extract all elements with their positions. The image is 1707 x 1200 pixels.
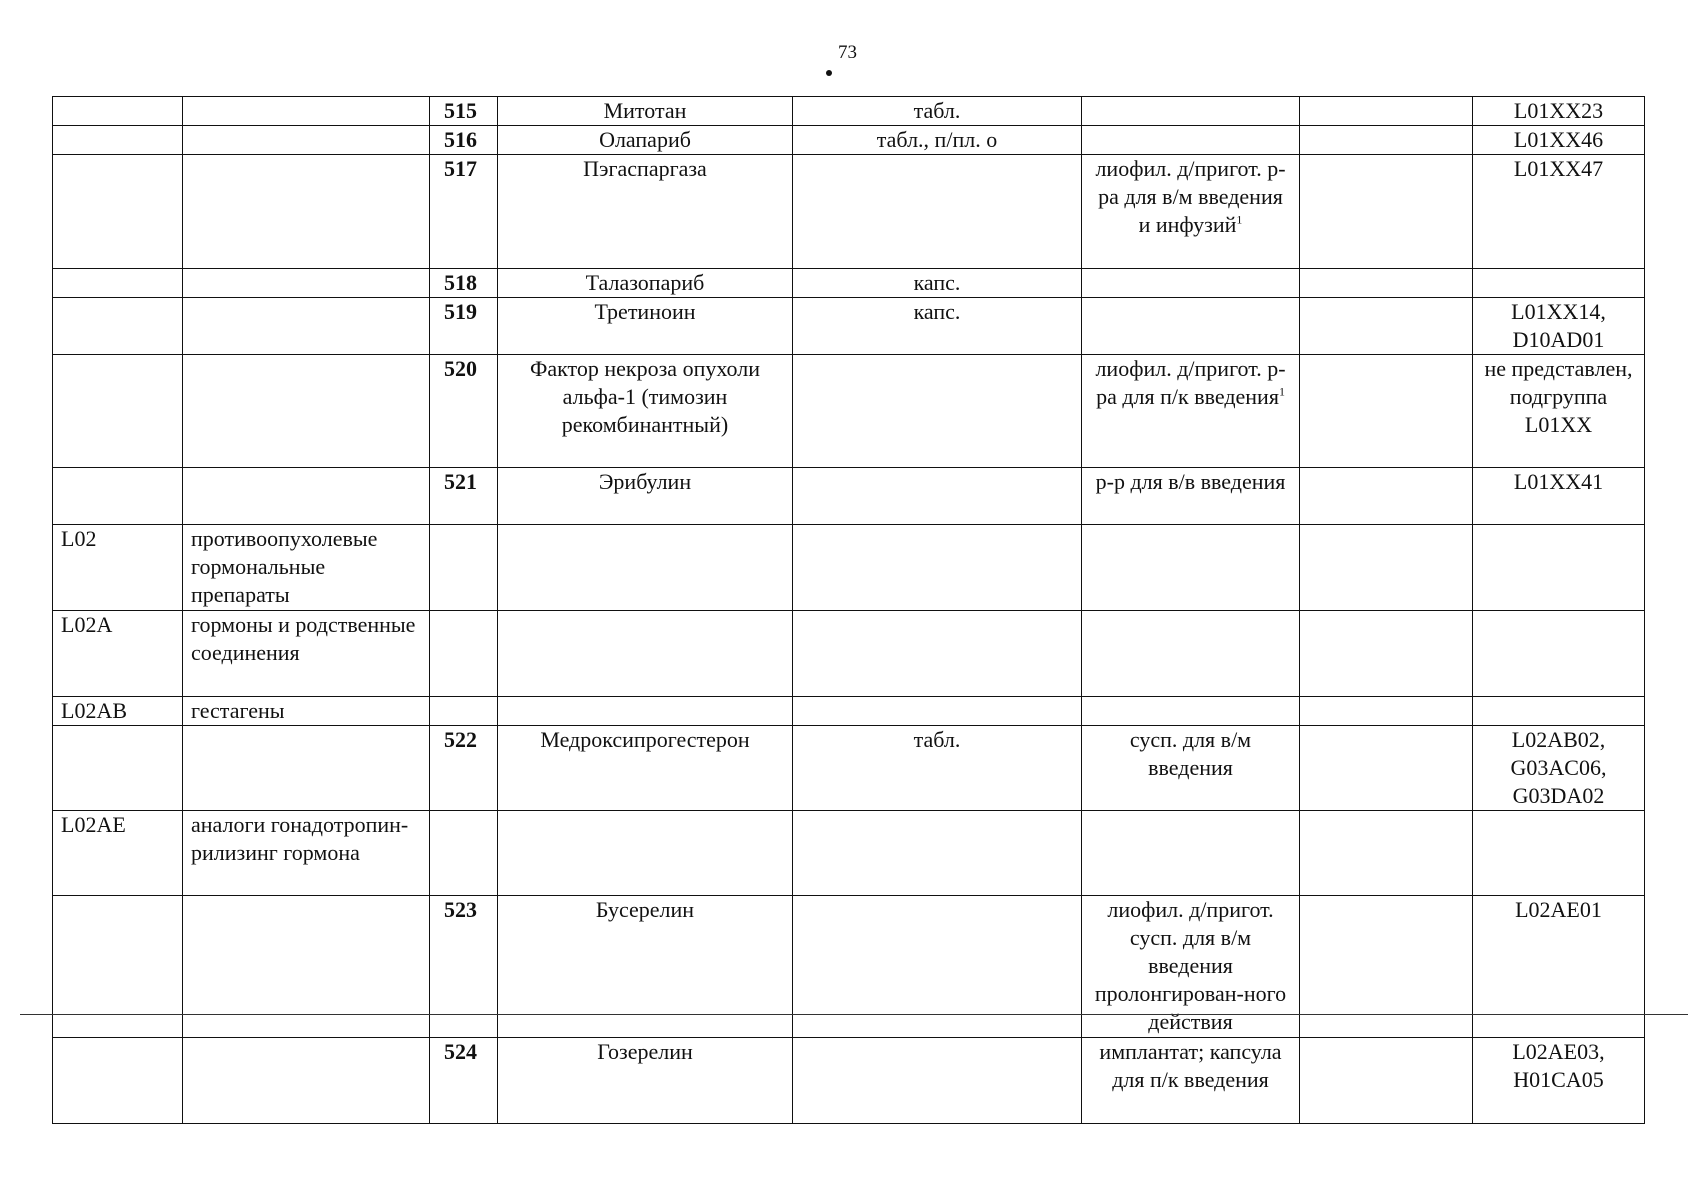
atc-code-cell [53,269,183,298]
row-number-text: 515 [444,98,477,123]
drug-name-cell [498,97,793,126]
atc-classification-cell [1473,269,1645,298]
page-number: 73 [838,42,857,63]
atc-code-cell [53,355,183,468]
injection-form-text: имплантат; капсула для п/к введения [1099,1039,1282,1092]
group-name-cell [183,298,430,355]
injection-form-cell [1082,525,1300,611]
group-name-cell [183,896,430,1038]
extra-form-cell [1300,269,1473,298]
extra-form-cell [1300,1038,1473,1124]
atc-classification-cell [1473,726,1645,811]
injection-form-cell [1082,97,1300,126]
atc-classification-cell [1473,697,1645,726]
atc-classification-text: L02AE03, H01CA05 [1512,1039,1605,1092]
group-name-cell [183,726,430,811]
atc-code-cell [53,896,183,1038]
drug-name-cell [498,355,793,468]
group-name-cell [183,525,430,611]
atc-code-cell [53,525,183,611]
drug-name-cell [498,126,793,155]
extra-form-cell [1300,525,1473,611]
drug-name-cell [498,269,793,298]
row-number-text: 518 [444,270,477,295]
injection-form-cell [1082,155,1300,269]
dosage-form-cell [793,298,1082,355]
table-row [53,97,1645,126]
atc-code-text: L02A [61,612,113,637]
footnote-marker: 1 [1278,384,1285,399]
atc-classification-cell [1473,811,1645,896]
row-number-text: 520 [444,356,477,381]
atc-classification-text: L02AE01 [1515,897,1602,922]
scan-artifact-line [20,1014,1688,1015]
table-row [53,726,1645,811]
atc-code-cell [53,726,183,811]
injection-form-cell [1082,896,1300,1038]
footnote-marker: 1 [1236,212,1243,227]
row-number-cell [430,97,498,126]
atc-code-cell [53,97,183,126]
atc-code-cell [53,155,183,269]
drug-name-cell [498,726,793,811]
dosage-form-cell [793,611,1082,697]
atc-classification-cell [1473,355,1645,468]
drug-name-text: Медроксипрогестерон [540,727,750,752]
dosage-form-text: капс. [913,270,961,295]
extra-form-cell [1300,97,1473,126]
atc-code-cell [53,697,183,726]
group-name-cell [183,697,430,726]
injection-form-cell [1082,811,1300,896]
dosage-form-text: табл., п/пл. о [876,127,998,152]
row-number-cell [430,269,498,298]
atc-classification-text: L01XX46 [1513,127,1604,152]
row-number-text: 517 [444,156,477,181]
table-row [53,611,1645,697]
atc-classification-cell [1473,468,1645,525]
injection-form-text: р-р для в/в введения [1095,469,1286,494]
atc-classification-cell [1473,525,1645,611]
extra-form-cell [1300,298,1473,355]
atc-classification-text: L01XX23 [1513,98,1604,123]
row-number-text: 521 [444,469,477,494]
table-row [53,811,1645,896]
row-number-cell [430,525,498,611]
drug-name-text: Митотан [603,98,687,123]
group-name-text: противоопухолевые гормональные препараты [191,526,378,607]
drug-name-cell [498,811,793,896]
dosage-form-cell [793,726,1082,811]
injection-form-text: лиофил. д/пригот. р-ра для п/к введения [1095,356,1286,409]
group-name-cell [183,155,430,269]
atc-code-cell [53,611,183,697]
drug-name-text: Третиноин [594,299,696,324]
atc-code-text: L02AB [61,698,127,723]
atc-classification-cell [1473,126,1645,155]
group-name-text: гормоны и родственные соединения [191,612,416,665]
table-row [53,1038,1645,1124]
table-row [53,896,1645,1038]
atc-code-cell [53,298,183,355]
drug-name-text: Бусерелин [595,897,695,922]
injection-form-cell [1082,726,1300,811]
atc-code-cell [53,811,183,896]
row-number-text: 522 [444,727,477,752]
injection-form-text: лиофил. д/пригот. р-ра для в/м введения и инфузий [1095,156,1286,237]
group-name-text: аналоги гонадотропин-рилизинг гормона [191,812,409,865]
scan-dot [826,70,832,76]
extra-form-cell [1300,726,1473,811]
extra-form-cell [1300,355,1473,468]
atc-classification-text: не представлен, подгруппа L01XX [1484,356,1633,437]
dosage-form-cell [793,468,1082,525]
extra-form-cell [1300,811,1473,896]
atc-classification-cell [1473,155,1645,269]
dosage-form-text: капс. [913,299,961,324]
extra-form-cell [1300,896,1473,1038]
group-name-text: гестагены [191,698,285,723]
table-row [53,355,1645,468]
atc-classification-cell [1473,611,1645,697]
dosage-form-cell [793,1038,1082,1124]
drug-name-text: Талазопариб [585,270,705,295]
injection-form-cell [1082,697,1300,726]
row-number-cell [430,298,498,355]
row-number-text: 523 [444,897,477,922]
drug-name-cell [498,468,793,525]
row-number-cell [430,126,498,155]
injection-form-cell [1082,1038,1300,1124]
extra-form-cell [1300,468,1473,525]
row-number-text: 516 [444,127,477,152]
drug-name-text: Гозерелин [597,1039,693,1064]
drug-name-text: Пэгаспаргаза [583,156,707,181]
row-number-cell [430,468,498,525]
injection-form-cell [1082,611,1300,697]
injection-form-cell [1082,298,1300,355]
group-name-cell [183,126,430,155]
row-number-cell [430,726,498,811]
group-name-cell [183,811,430,896]
group-name-cell [183,468,430,525]
drug-name-cell [498,1038,793,1124]
drug-name-text: Фактор некроза опухоли альфа-1 (тимозин рекомбинантный) [530,356,760,437]
table-row [53,525,1645,611]
group-name-cell [183,269,430,298]
atc-code-cell [53,468,183,525]
extra-form-cell [1300,611,1473,697]
group-name-cell [183,355,430,468]
atc-classification-cell [1473,1038,1645,1124]
group-name-cell [183,1038,430,1124]
extra-form-cell [1300,126,1473,155]
dosage-form-cell [793,126,1082,155]
row-number-text: 519 [444,299,477,324]
row-number-cell [430,1038,498,1124]
injection-form-cell [1082,468,1300,525]
drug-name-cell [498,611,793,697]
atc-classification-cell [1473,298,1645,355]
atc-code-text: L02AE [61,812,126,837]
row-number-cell [430,811,498,896]
row-number-cell [430,355,498,468]
row-number-cell [430,155,498,269]
injection-form-cell [1082,269,1300,298]
dosage-form-cell [793,525,1082,611]
atc-code-text: L02 [61,526,97,551]
drug-table [52,96,1645,1124]
drug-name-cell [498,896,793,1038]
atc-code-cell [53,126,183,155]
drug-name-cell [498,697,793,726]
atc-classification-text: L01XX47 [1513,156,1604,181]
table-row [53,155,1645,269]
dosage-form-cell [793,155,1082,269]
injection-form-cell [1082,126,1300,155]
drug-name-text: Эрибулин [598,469,692,494]
row-number-cell [430,896,498,1038]
dosage-form-cell [793,269,1082,298]
table-row [53,697,1645,726]
group-name-cell [183,97,430,126]
atc-classification-text: L01XX41 [1513,469,1604,494]
group-name-cell [183,611,430,697]
atc-classification-text: L01XX14, D10AD01 [1511,299,1606,352]
row-number-cell [430,697,498,726]
drug-name-cell [498,525,793,611]
atc-classification-cell [1473,896,1645,1038]
dosage-form-cell [793,896,1082,1038]
extra-form-cell [1300,697,1473,726]
extra-form-cell [1300,155,1473,269]
table-row [53,269,1645,298]
dosage-form-text: табл. [913,727,961,752]
row-number-text: 524 [444,1039,477,1064]
atc-classification-text: L02AB02, G03AC06, G03DA02 [1510,727,1607,808]
drug-name-text: Олапариб [599,127,691,152]
dosage-form-cell [793,355,1082,468]
dosage-form-cell [793,697,1082,726]
table-row [53,126,1645,155]
dosage-form-cell [793,97,1082,126]
table-row [53,298,1645,355]
row-number-cell [430,611,498,697]
injection-form-cell [1082,355,1300,468]
table-body [53,97,1645,1124]
drug-name-cell [498,155,793,269]
injection-form-text: сусп. для в/м введения [1129,727,1252,780]
table-row [53,468,1645,525]
drug-name-cell [498,298,793,355]
atc-code-cell [53,1038,183,1124]
injection-form-text: лиофил. д/пригот. сусп. для в/м введения пролонгирован-ного действия [1094,897,1287,1034]
dosage-form-cell [793,811,1082,896]
dosage-form-text: табл. [913,98,961,123]
atc-classification-cell [1473,97,1645,126]
